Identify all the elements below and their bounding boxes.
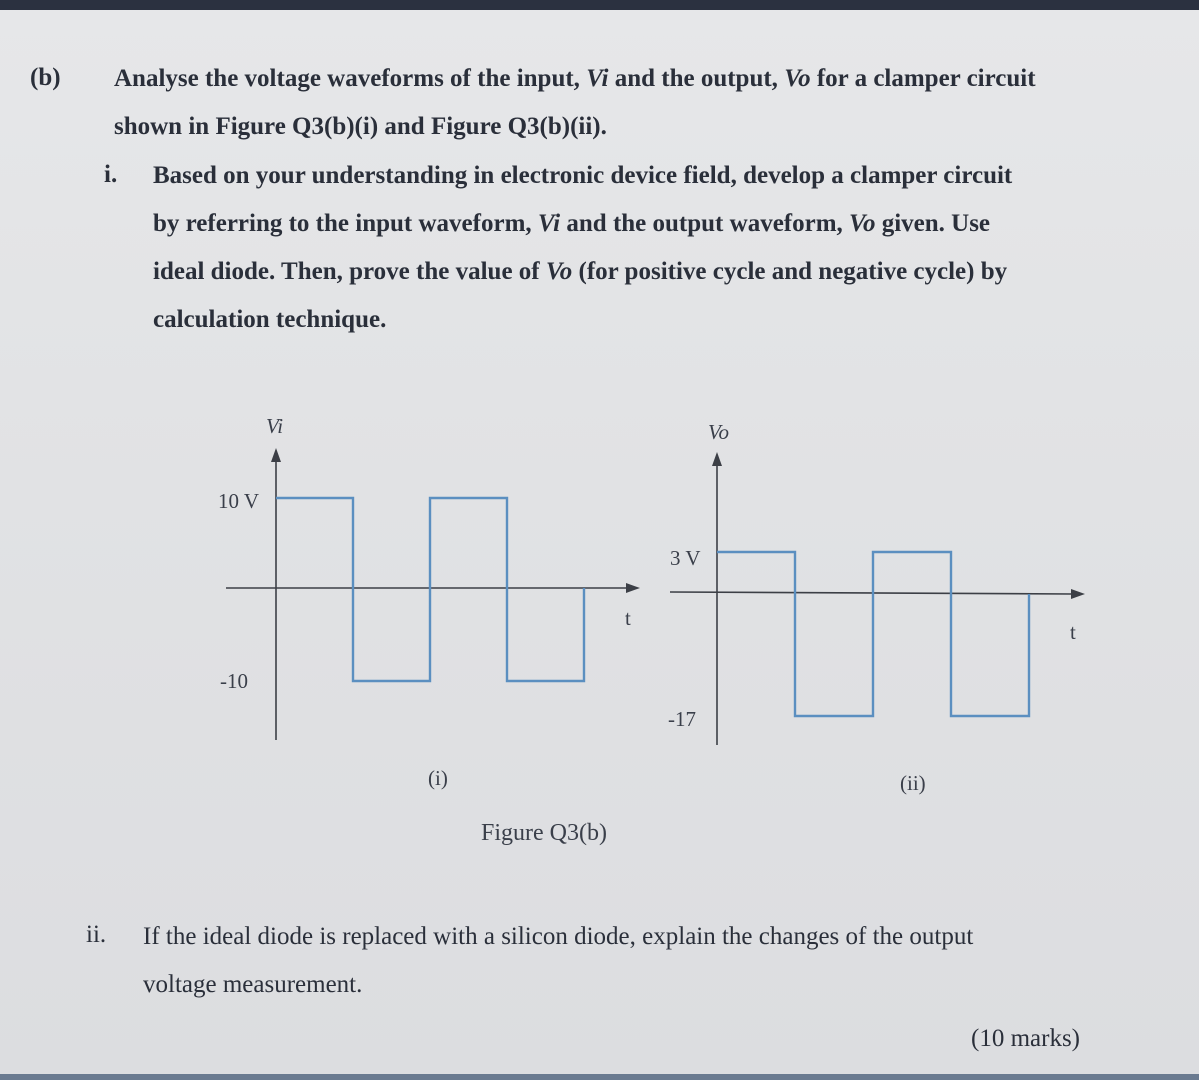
- intro-text-b: and the output,: [608, 65, 785, 92]
- sub-question-i-number: i.: [104, 161, 118, 188]
- vi-axis-label: Vi: [266, 414, 284, 438]
- sub-question-ii-line-2: voltage measurement.: [143, 971, 363, 998]
- sub-question-i-line-4: calculation technique.: [153, 306, 387, 333]
- panel-ii-sublabel: (ii): [900, 771, 926, 795]
- vi-y-axis-arrow-icon: [271, 448, 281, 462]
- vo-time-axis-label: t: [1070, 620, 1076, 644]
- vi-symbol: Vi: [586, 65, 609, 92]
- vi-time-axis-label: t: [625, 606, 631, 630]
- sub-i-text-e: (for positive cycle and negative cycle) by: [572, 258, 1008, 285]
- sub-i-text-b: and the output waveform,: [560, 210, 850, 237]
- sub-question-i-line-1: Based on your understanding in electronic device field, develop a clamper circuit: [153, 162, 1013, 189]
- sub-i-text-a: by referring to the input waveform,: [153, 210, 538, 237]
- sub-i-vi-symbol: Vi: [537, 210, 561, 237]
- vo-waveform: [717, 552, 1029, 716]
- sub-i-text-c: given. Use: [875, 210, 991, 237]
- part-label: (b): [30, 64, 61, 91]
- vo-low-level-label: -17: [668, 707, 696, 731]
- sub-question-ii-line-1: If the ideal diode is replaced with a silicon diode, explain the changes of the output: [143, 923, 974, 950]
- vo-symbol: Vo: [784, 65, 811, 92]
- sub-i-text-d: ideal diode. Then, prove the value of: [153, 258, 546, 285]
- vo-y-axis-arrow-icon: [712, 452, 722, 466]
- sub-i-vo-symbol-2: Vo: [545, 258, 573, 285]
- vo-axis-label: Vo: [708, 420, 729, 444]
- figure-caption: Figure Q3(b): [481, 820, 607, 846]
- sub-i-vo-symbol: Vo: [849, 210, 876, 237]
- panel-i-sublabel: (i): [428, 766, 448, 790]
- vi-low-level-label: -10: [220, 669, 248, 693]
- intro-text-c: for a clamper circuit: [810, 65, 1036, 92]
- intro-line-2: shown in Figure Q3(b)(i) and Figure Q3(b)(ii).: [114, 113, 607, 140]
- vo-x-axis: [670, 592, 1072, 594]
- vi-waveform: [276, 498, 584, 681]
- vo-high-level-label: 3 V: [670, 546, 701, 570]
- vi-x-axis-arrow-icon: [626, 583, 640, 593]
- marks-label: (10 marks): [971, 1025, 1080, 1052]
- waveform-panel-i: [226, 448, 640, 740]
- waveform-panel-ii: [670, 452, 1085, 745]
- sub-question-ii-number: ii.: [86, 921, 107, 948]
- vi-high-level-label: 10 V: [218, 489, 260, 513]
- intro-text-a: Analyse the voltage waveforms of the input,: [114, 65, 587, 92]
- vo-x-axis-arrow-icon: [1071, 589, 1085, 599]
